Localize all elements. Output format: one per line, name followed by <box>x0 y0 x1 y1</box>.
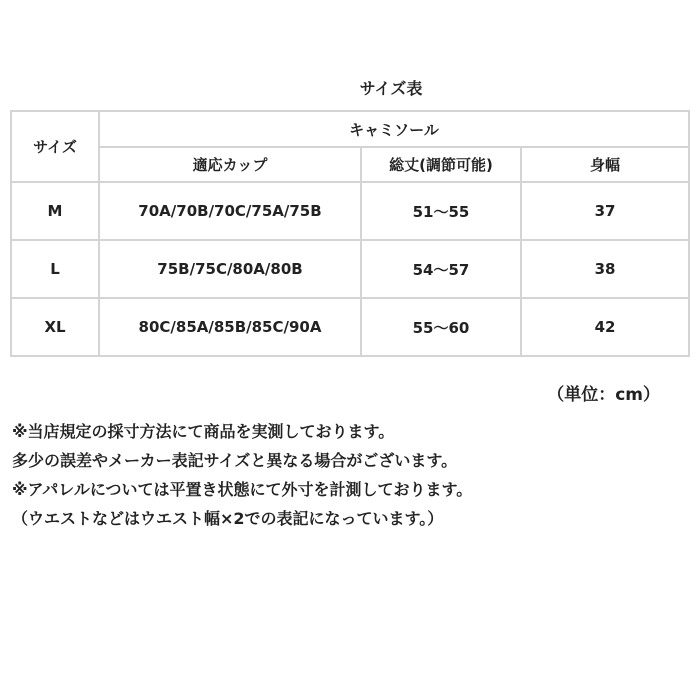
table-row <box>10 299 690 357</box>
size-table <box>10 110 690 357</box>
header-length: 総丈(調節可能) <box>362 148 522 183</box>
notes <box>12 417 692 533</box>
cell-size: XL <box>10 299 100 357</box>
unit-label: （単位：cm） <box>547 385 660 405</box>
cell-cup: 75B/75C/80A/80B <box>100 241 362 299</box>
page-title: サイズ表 <box>359 79 423 98</box>
header-cup: 適応カップ <box>100 148 362 183</box>
cell-length: 54～57 <box>362 241 522 299</box>
header-size: サイズ <box>10 110 100 183</box>
cell-size: M <box>10 183 100 241</box>
cell-cup: 70A/70B/70C/75A/75B <box>100 183 362 241</box>
cell-cup: 80C/85A/85B/85C/90A <box>100 299 362 357</box>
cell-width: 38 <box>522 241 690 299</box>
table-row <box>10 241 690 299</box>
note-line: （ウエストなどはウエスト幅×2での表記になっています。） <box>12 509 444 528</box>
cell-length: 51～55 <box>362 183 522 241</box>
note-line: 多少の誤差やメーカー表記サイズと異なる場合がございます。 <box>12 451 458 470</box>
header-width: 身幅 <box>522 148 690 183</box>
note-line: ※当店規定の採寸方法にて商品を実測しております。 <box>12 422 395 441</box>
note-line: ※アパレルについては平置き状態にて外寸を計測しております。 <box>12 480 473 499</box>
cell-size: L <box>10 241 100 299</box>
table-row <box>10 183 690 241</box>
cell-width: 42 <box>522 299 690 357</box>
header-camisole: キャミソール <box>100 110 690 148</box>
cell-length: 55～60 <box>362 299 522 357</box>
cell-width: 37 <box>522 183 690 241</box>
